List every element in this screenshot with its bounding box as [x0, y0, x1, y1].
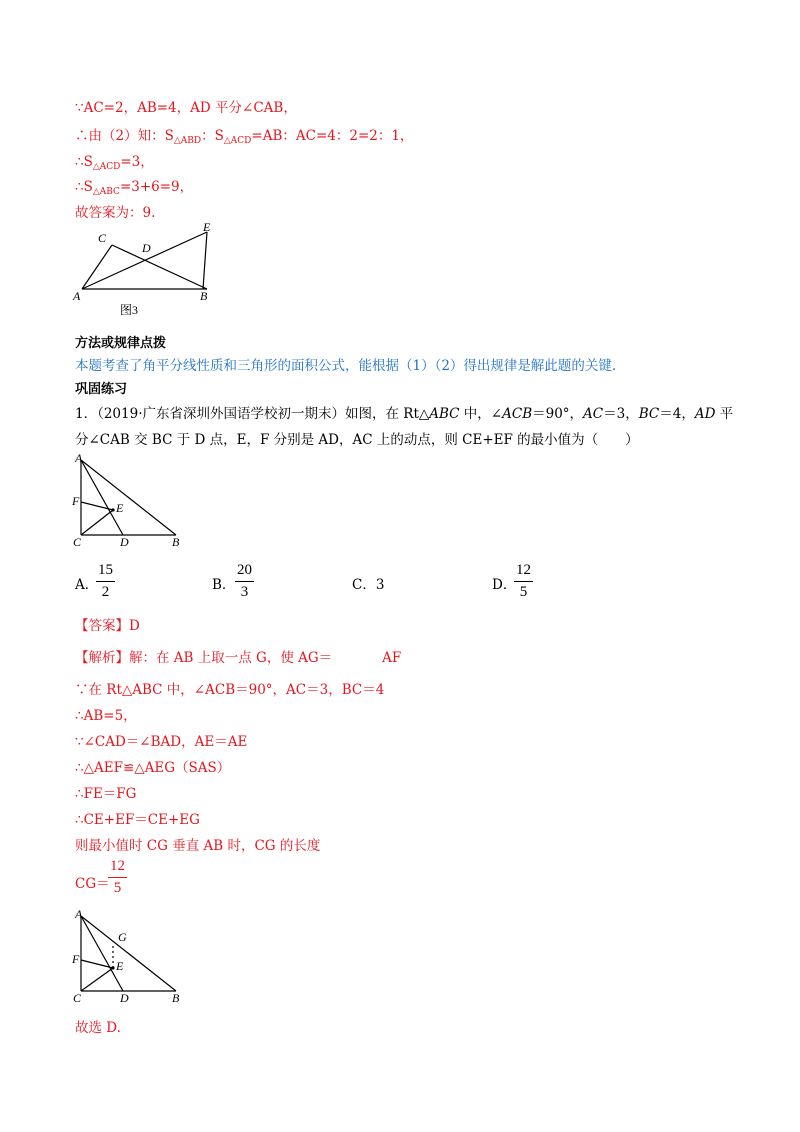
- analysis-step-5: ∴FE＝FG: [75, 786, 137, 802]
- cg-label: CG＝: [75, 876, 110, 892]
- analysis-step-3: ∵∠CAD＝∠BAD，AE＝AE: [75, 734, 248, 750]
- final-answer: 故选 D.: [75, 1020, 121, 1036]
- answer-figure: [70, 906, 190, 1006]
- fig3-label-d: D: [142, 241, 151, 255]
- solution-line-3: $\therefore S_{\triangle ACD}=3$，: [75, 154, 154, 172]
- qfig-label-e: E: [116, 501, 124, 515]
- afig-label-f: F: [72, 952, 80, 966]
- analysis-step-1: ∵在 Rt△ABC 中，∠ACB＝90°，AC＝3，BC＝4: [75, 682, 385, 698]
- method-text: 本题考查了角平分线性质和三角形的面积公式，能根据（1）（2）得出规律是解此题的关键.: [75, 358, 617, 374]
- method-heading: 方法或规律点拨: [75, 336, 167, 351]
- cg-fraction: 12 5: [110, 858, 125, 896]
- fig3-label-c: C: [98, 231, 107, 245]
- analysis-line: 【解析】解：在 AB 上取一点 G，使 AG＝ AF: [75, 650, 402, 666]
- option-b-fraction: 20 3: [237, 562, 252, 600]
- question-line-2: 分∠CAB 交 BC 于 D 点，E，F 分别是 AD，AC 上的动点，则 CE+EF 的最小值为（ ）: [75, 432, 639, 448]
- afig-label-c: C: [73, 991, 82, 1005]
- solution-line-4: $\therefore S_{\triangle ABC}=3+6=9$，: [75, 179, 194, 197]
- fig3-label-e: E: [203, 222, 211, 234]
- qfig-label-f: F: [72, 494, 80, 508]
- afig-label-a: A: [75, 907, 83, 921]
- practice-heading: 巩固练习: [75, 382, 128, 397]
- figure-3: [70, 222, 230, 318]
- qfig-label-c: C: [73, 535, 82, 549]
- afig-label-e: E: [116, 959, 124, 973]
- qfig-label-a: A: [75, 451, 83, 465]
- fig3-caption: 图3: [120, 303, 139, 317]
- question-figure: [70, 450, 190, 550]
- solution-line-1: ∵AC=2，AB=4，AD 平分∠CAB，: [75, 100, 297, 116]
- option-b-label: B．: [212, 577, 236, 593]
- option-a-label: A．: [75, 577, 99, 593]
- option-c: C．3: [352, 577, 385, 593]
- option-d-label: D．: [492, 577, 517, 593]
- question-line-1: 1．（2019·广东省深圳外国语学校初一期末）如图，在 Rt△ABC 中，∠ACB＝90°，AC＝3，BC＝4，AD 平: [75, 406, 734, 422]
- afig-label-d: D: [120, 991, 129, 1005]
- afig-label-b: B: [172, 991, 180, 1005]
- analysis-step-4: ∴△AEF≌△AEG（SAS）: [75, 760, 231, 776]
- qfig-label-b: B: [172, 535, 180, 549]
- fig3-label-b: B: [200, 289, 208, 303]
- answer-line: 【答案】D: [75, 618, 140, 634]
- afig-label-g: G: [118, 930, 127, 944]
- solution-line-5: 故答案为：9.: [75, 205, 156, 221]
- fig3-label-a: A: [73, 289, 81, 303]
- analysis-step-2: ∴AB=5，: [75, 708, 137, 724]
- qfig-label-d: D: [120, 535, 129, 549]
- option-a-fraction: 15 2: [98, 562, 113, 600]
- option-d-fraction: 12 5: [516, 562, 531, 600]
- solution-line-2: ∴由（2）知：$S_{\triangle ABD}$：$S_{\triangle ACD}=AB$：AC=4：2=2：1，: [75, 128, 414, 146]
- analysis-step-7: 则最小值时 CG 垂直 AB 时，CG 的长度: [75, 838, 321, 854]
- analysis-step-6: ∴CE+EF＝CE+EG: [75, 812, 200, 828]
